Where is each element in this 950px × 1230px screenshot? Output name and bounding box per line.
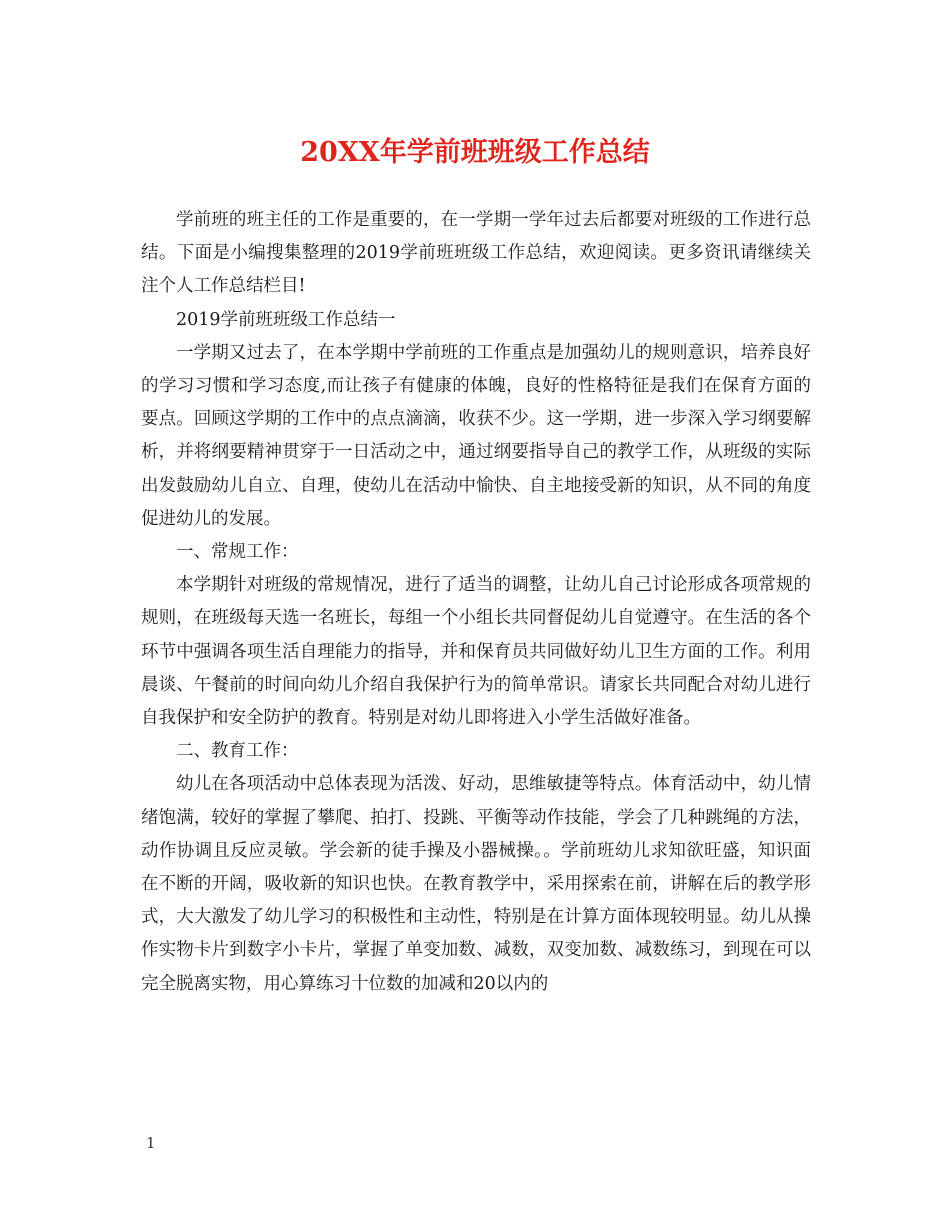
section-heading-routine-work: 一、常规工作： — [176, 542, 299, 563]
page-number: 1 — [146, 1134, 156, 1152]
section-heading-summary-one: 2019学前班班级工作总结一 — [176, 309, 396, 330]
section-heading-education-work: 二、教育工作： — [176, 741, 299, 762]
education-work-paragraph: 幼儿在各项活动中总体表现为活泼、好动，思维敏捷等特点。体育活动中，幼儿情绪饱满，较好的掌握了攀爬、拍打、投跳、平衡等动作技能，学会了几种跳绳的方法，动作协调且反应灵敏。学会新的徒手操及小器械操。。学前班幼儿求知欲旺盛，知识面在不断的开阔，吸收新的知识也快。在教育教学中，采用探索在前，讲解在后的教学形式，大大激发了幼儿学习的积极性和主动性，特别是在计算方面体现较明显。幼儿从操作实物卡片到数字小卡片，掌握了单变加数、减数，双变加数、减数练习，到现在可以完全脱离实物，用心算练习十位数的加减和20以内的 — [141, 774, 811, 994]
routine-work-paragraph: 本学期针对班级的常规情况，进行了适当的调整，让幼儿自己讨论形成各项常规的规则，在班级每天选一名班长，每组一个小组长共同督促幼儿自觉遵守。在生活的各个环节中强调各项生活自理能力的指导，并和保育员共同做好幼儿卫生方面的工作。利用晨谈、午餐前的时间向幼儿介绍自我保护行为的简单常识。请家长共同配合对幼儿进行自我保护和安全防护的教育。特别是对幼儿即将进入小学生活做好准备。 — [141, 575, 811, 729]
document-title: 20XX年学前班班级工作总结 — [300, 137, 650, 168]
document-body — [141, 204, 811, 1001]
intro-paragraph: 学前班的班主任的工作是重要的，在一学期一学年过去后都要对班级的工作进行总结。下面是小编搜集整理的2019学前班班级工作总结，欢迎阅读。更多资讯请继续关注个人工作总结栏目! — [141, 210, 811, 297]
overview-paragraph: 一学期又过去了，在本学期中学前班的工作重点是加强幼儿的规则意识，培养良好的学习习惯和学习态度,而让孩子有健康的体魄，良好的性格特征是我们在保育方面的要点。回顾这学期的工作中的点点滴滴，收获不少。这一学期，进一步深入学习纲要解析，并将纲要精神贯穿于一日活动之中，通过纲要指导自己的教学工作，从班级的实际出发鼓励幼儿自立、自理，使幼儿在活动中愉快、自主地接受新的知识，从不同的角度促进幼儿的发展。 — [141, 342, 811, 529]
